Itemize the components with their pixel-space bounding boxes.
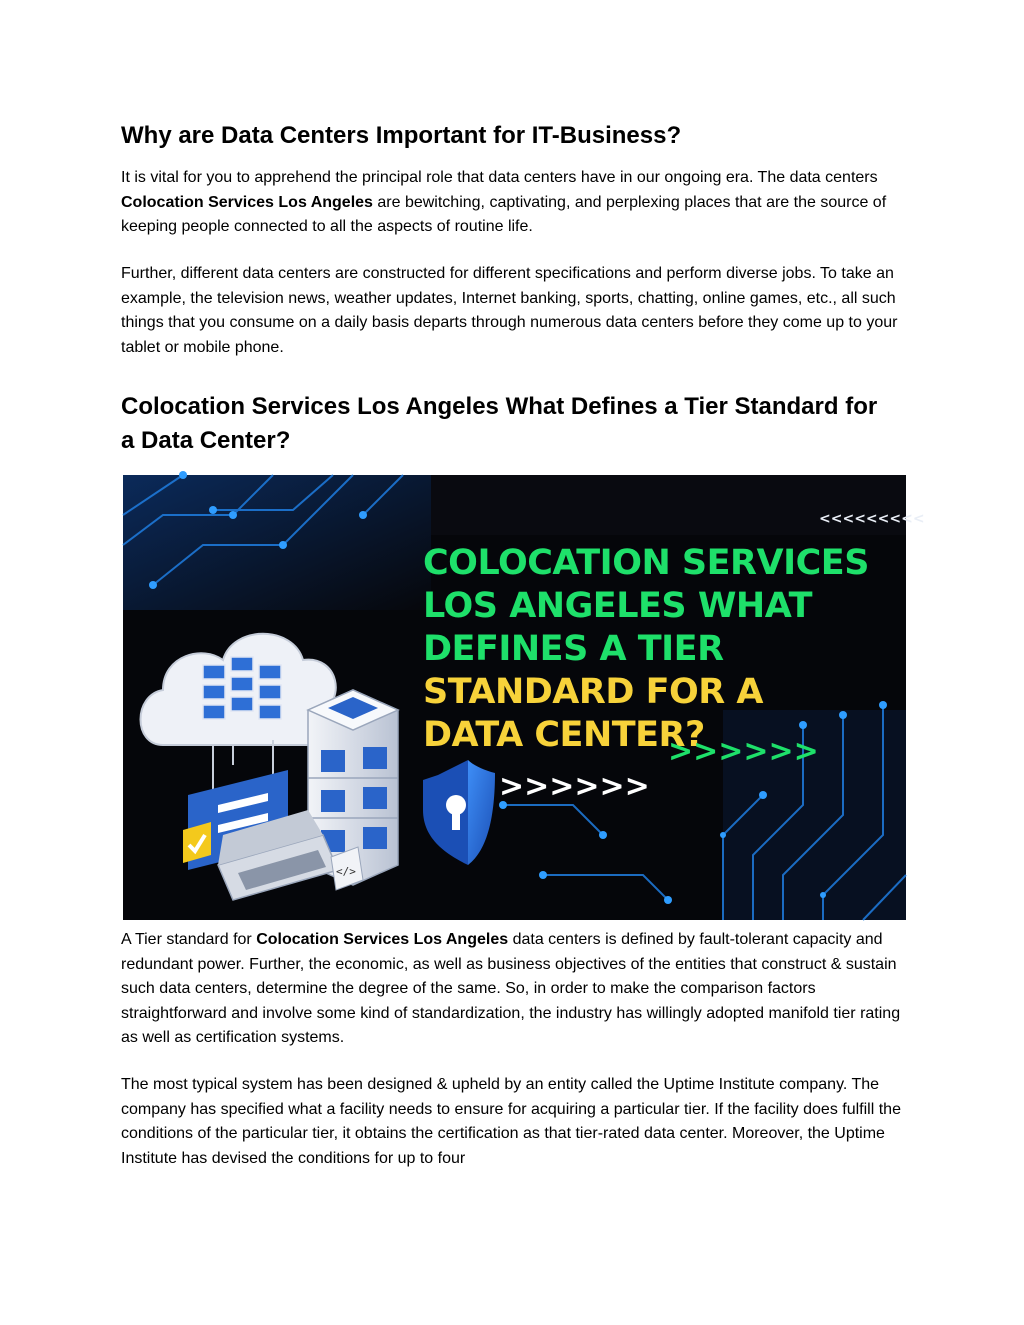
chevrons-white: >>>>>>: [499, 769, 650, 804]
paragraph-importance: [121, 166, 901, 240]
paragraph-text: A Tier standard for: [121, 931, 257, 948]
banner-image: [123, 475, 925, 920]
banner-title-line: STANDARD FOR A: [423, 672, 763, 712]
paragraph-text: It is vital for you to apprehend the principal role that data centers have in our ongoing era. The data centers: [121, 169, 878, 186]
banner-title-line: DEFINES A TIER: [423, 629, 724, 669]
paragraph-text: are bewitching, captivating, and perplexing places that are the source of keeping people connected to all the aspects of routine life.: [121, 193, 887, 235]
banner-title-line: COLOCATION SERVICES: [423, 543, 869, 583]
top-chevrons: <<<<<<<<<: [819, 511, 925, 527]
section-heading-tier-standard: Colocation Services Los Angeles What Defines a Tier Standard for a Data Center?: [121, 393, 878, 454]
chevrons-green: >>>>>>: [668, 734, 819, 769]
banner-title-line: LOS ANGELES WHAT: [423, 586, 812, 626]
section-heading-importance: Why are Data Centers Important for IT-Business?: [121, 122, 682, 149]
paragraph-text: data centers is defined by fault-tolerant capacity and redundant power. Further, the economic, as well as business objectives of the entities that construct & sustain such data centers, determine the degree of the same. So, in order to make the comparison factors straightforward and involve some kind of standardization, the industry has willingly adopted manifold tier rating as well as certification systems.: [121, 931, 901, 1046]
code-symbol: </>: [336, 865, 356, 878]
banner-title-line: DATA CENTER?: [423, 715, 705, 755]
banner-illustration: [123, 475, 925, 920]
paragraph-tier-definition: [121, 928, 907, 1051]
paragraph-data-center-types: Further, different data centers are constructed for different specifications and perform diverse jobs. To take an example, the television news, weather updates, Internet banking, sports, chatting, online games, etc., all such things that you consume on a daily basis departs through numerous data centers before they come up to your tablet or mobile phone.: [121, 265, 898, 356]
keyword-link: Colocation Services Los Angeles: [256, 931, 509, 948]
keyword-link: Colocation Services Los Angeles: [121, 193, 373, 211]
paragraph-uptime-institute: The most typical system has been designed & upheld by an entity called the Uptime Institute company. The company has specified what a facility needs to ensure for acquiring a particular tier. If the facility does fulfill the conditions of the particular tier, it obtains the certification as that tier-rated data center. Moreover, the Uptime Institute has devised the conditions for up to four: [121, 1076, 901, 1167]
